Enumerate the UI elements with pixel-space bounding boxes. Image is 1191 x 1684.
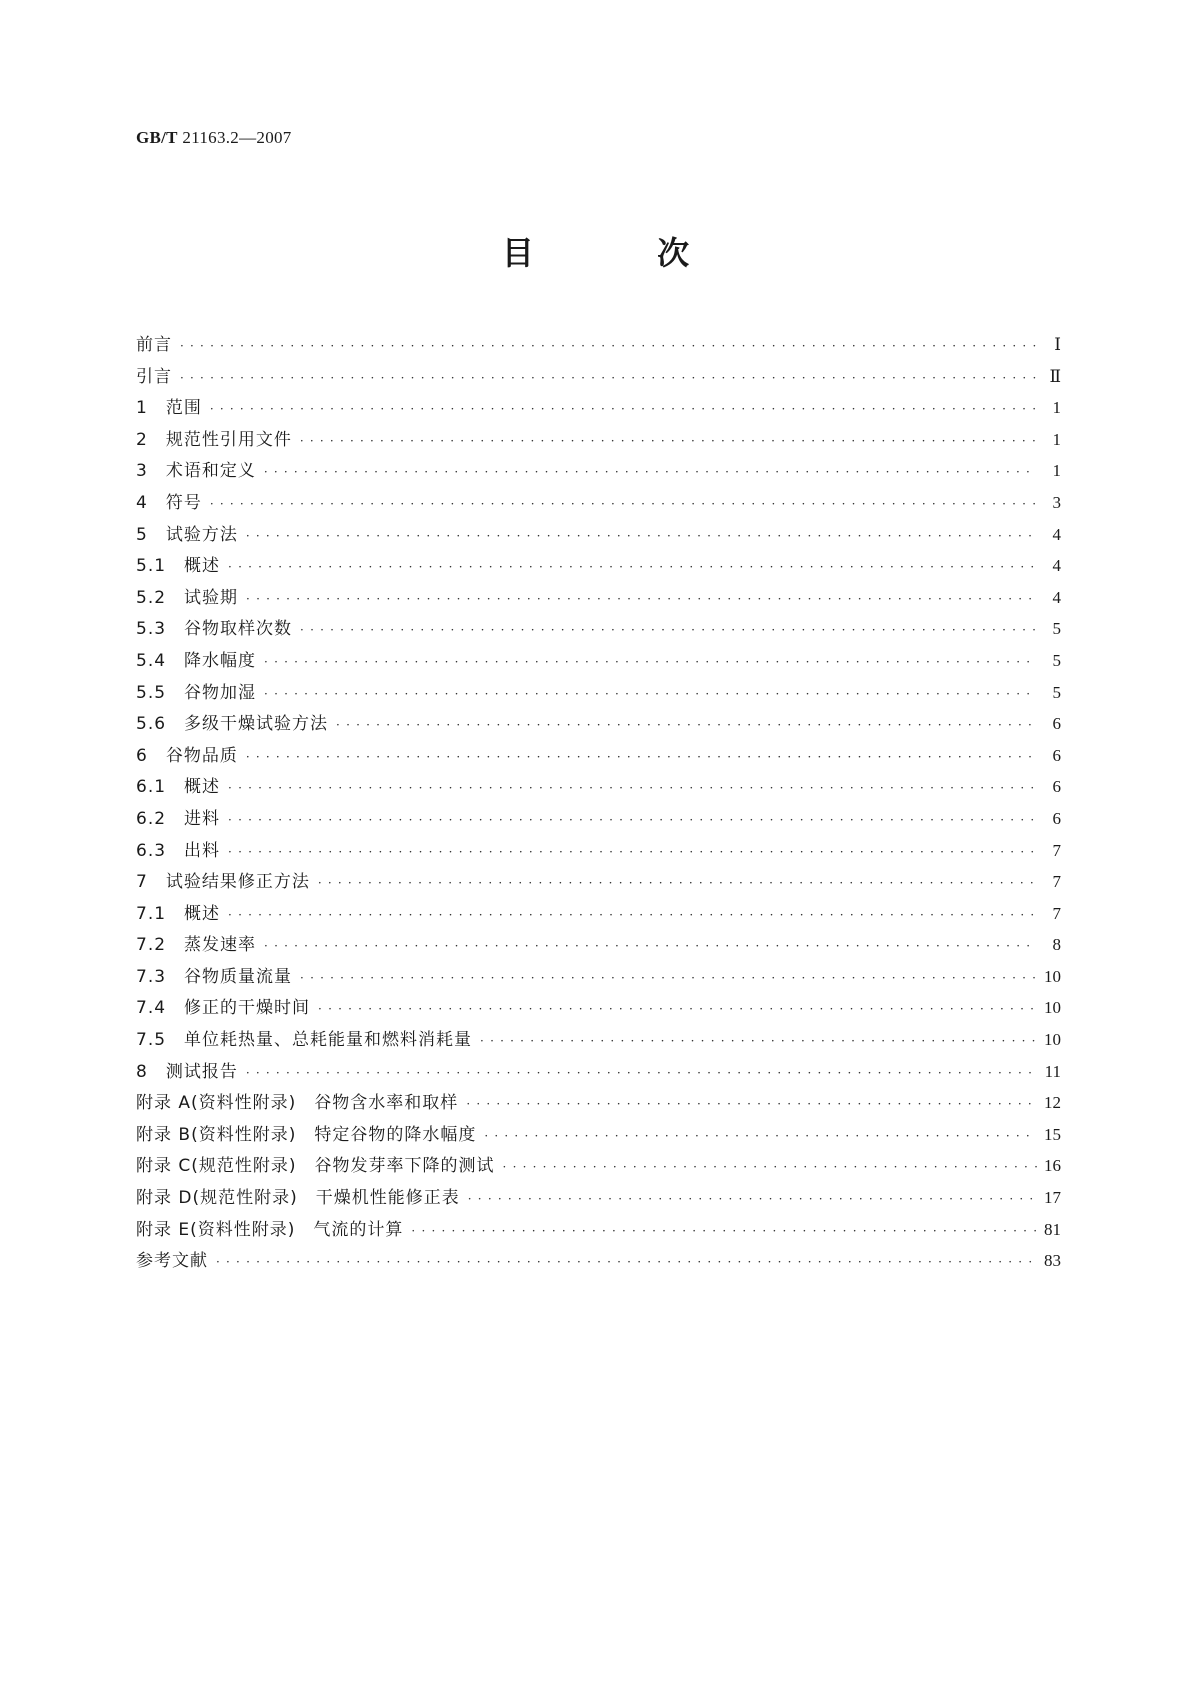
toc-entry[interactable] (136, 583, 1061, 615)
toc-entry[interactable] (136, 930, 1061, 962)
toc-entry-label: 5.6 多级干燥试验方法 (136, 714, 329, 735)
toc-leader-dots (480, 1034, 1037, 1048)
toc-entry-label: 3 术语和定义 (136, 461, 256, 482)
toc-entry-label: 6.2 进料 (136, 808, 221, 829)
toc-entry-label: 7.4 修正的干燥时间 (136, 998, 311, 1019)
toc-entry-page: 6 (1052, 714, 1061, 734)
toc-entry-label: 5.4 降水幅度 (136, 650, 257, 671)
toc-entry-page: 10 (1044, 1030, 1061, 1050)
toc-entry-label: 参考文献 (136, 1251, 208, 1272)
toc-entry-page: 4 (1052, 556, 1061, 576)
toc-entry-label: 5 试验方法 (136, 524, 238, 545)
toc-leader-dots (228, 560, 1037, 574)
toc-entry-page: 4 (1052, 587, 1061, 607)
toc-entry-label: 5.5 谷物加湿 (136, 682, 257, 703)
toc-leader-dots (228, 813, 1037, 827)
toc-leader-dots (210, 497, 1037, 511)
toc-entry[interactable] (136, 772, 1061, 804)
toc-entry[interactable] (136, 1057, 1061, 1089)
toc-entry-label: 6 谷物品质 (136, 745, 238, 766)
toc-leader-dots (264, 465, 1037, 479)
toc-entry[interactable] (136, 804, 1061, 836)
toc-entry[interactable] (136, 646, 1061, 678)
toc-entry-page: 1 (1052, 429, 1061, 449)
toc-entry-page: Ⅱ (1049, 366, 1061, 386)
toc-leader-dots (264, 939, 1037, 953)
toc-entry-label: 2 规范性引用文件 (136, 429, 292, 450)
toc-entry-label: 6.1 概述 (136, 777, 221, 798)
toc-entry-label: 7.3 谷物质量流量 (136, 966, 293, 987)
toc-entry-page: 1 (1052, 398, 1061, 418)
toc-entry-label: 附录 A(资料性附录) 谷物含水率和取样 (136, 1093, 459, 1114)
toc-entry[interactable] (136, 614, 1061, 646)
toc-entry-page: 81 (1044, 1219, 1061, 1239)
toc-entry-label: 4 符号 (136, 492, 202, 513)
toc-leader-dots (180, 339, 1037, 353)
toc-entry-page: 6 (1052, 808, 1061, 828)
toc-entry-label: 1 范围 (136, 398, 202, 419)
toc-entry[interactable] (136, 393, 1061, 425)
toc-entry-page: 1 (1052, 461, 1061, 481)
toc-entry[interactable] (136, 741, 1061, 773)
toc-entry-label: 5.2 试验期 (136, 587, 239, 608)
toc-entry-page: 4 (1052, 524, 1061, 544)
toc-entry[interactable] (136, 1183, 1061, 1215)
toc-leader-dots (210, 402, 1037, 416)
toc-entry[interactable] (136, 899, 1061, 931)
toc-entry-page: 5 (1052, 650, 1061, 670)
toc-entry-page: 11 (1044, 1061, 1061, 1081)
toc-entry-page: 12 (1044, 1093, 1061, 1113)
toc-entry[interactable] (136, 1120, 1061, 1152)
toc-entry[interactable] (136, 1088, 1061, 1120)
toc-entry-label: 附录 E(资料性附录) 气流的计算 (136, 1219, 404, 1240)
toc-entry[interactable] (136, 488, 1061, 520)
toc-entry-label: 引言 (136, 366, 172, 387)
toc-leader-dots (300, 623, 1037, 637)
toc-leader-dots (300, 971, 1037, 985)
page-title: 目 次 (501, 234, 746, 272)
toc-leader-dots (246, 592, 1037, 606)
toc-entry-page: 7 (1052, 840, 1061, 860)
toc-entry-page: 10 (1044, 966, 1061, 986)
toc-entry-page: 7 (1052, 872, 1061, 892)
toc-entry[interactable] (136, 867, 1061, 899)
toc-leader-dots (336, 718, 1037, 732)
toc-entry-label: 7.1 概述 (136, 903, 221, 924)
toc-entry[interactable] (136, 551, 1061, 583)
toc-entry-page: 5 (1052, 682, 1061, 702)
toc-entry-label: 7.5 单位耗热量、总耗能量和燃料消耗量 (136, 1030, 473, 1051)
toc-leader-dots (264, 655, 1037, 669)
standard-code-prefix: GB/T (136, 128, 178, 147)
toc-entry-label: 6.3 出料 (136, 840, 221, 861)
toc-entry-page: 6 (1052, 745, 1061, 765)
toc-entry[interactable] (136, 836, 1061, 868)
toc-entry[interactable] (136, 1025, 1061, 1057)
toc-leader-dots (300, 434, 1037, 448)
toc-entry-page: 16 (1044, 1156, 1061, 1176)
toc-entry[interactable] (136, 1215, 1061, 1247)
toc-leader-dots (468, 1192, 1037, 1206)
toc-leader-dots (246, 1066, 1037, 1080)
toc-entry[interactable] (136, 330, 1061, 362)
toc-entry[interactable] (136, 962, 1061, 994)
toc-leader-dots (180, 371, 1037, 385)
toc-leader-dots (228, 845, 1037, 859)
toc-leader-dots (466, 1097, 1037, 1111)
toc-leader-dots (216, 1255, 1037, 1269)
toc-leader-dots (318, 876, 1037, 890)
toc-leader-dots (318, 1002, 1037, 1016)
table-of-contents (136, 330, 1061, 1278)
toc-entry-page: 17 (1044, 1188, 1061, 1208)
toc-entry-page: 8 (1052, 935, 1061, 955)
toc-entry-label: 8 测试报告 (136, 1061, 238, 1082)
toc-entry[interactable] (136, 993, 1061, 1025)
toc-entry-page: 83 (1044, 1251, 1061, 1271)
toc-entry-label: 5.1 概述 (136, 556, 221, 577)
toc-entry-label: 7.2 蒸发速率 (136, 935, 257, 956)
toc-entry-label: 附录 C(规范性附录) 谷物发芽率下降的测试 (136, 1156, 495, 1177)
toc-entry-label: 前言 (136, 335, 172, 355)
toc-entry[interactable] (136, 362, 1061, 394)
toc-leader-dots (484, 1129, 1037, 1143)
toc-leader-dots (503, 1160, 1037, 1174)
toc-entry-page: 15 (1044, 1124, 1061, 1144)
toc-leader-dots (264, 687, 1037, 701)
toc-entry[interactable] (136, 520, 1061, 552)
toc-entry-label: 附录 D(规范性附录) 干燥机性能修正表 (136, 1188, 460, 1209)
toc-leader-dots (246, 529, 1037, 543)
standard-code-number: 21163.2—2007 (182, 128, 292, 147)
standard-code (136, 128, 292, 148)
toc-entry[interactable] (136, 678, 1061, 710)
toc-entry-page: 10 (1044, 998, 1061, 1018)
toc-entry[interactable] (136, 1151, 1061, 1183)
toc-entry[interactable] (136, 456, 1061, 488)
toc-leader-dots (228, 781, 1037, 795)
toc-entry-page: 5 (1052, 619, 1061, 639)
toc-entry[interactable] (136, 709, 1061, 741)
toc-leader-dots (228, 908, 1037, 922)
toc-entry[interactable] (136, 425, 1061, 457)
toc-leader-dots (246, 750, 1037, 764)
toc-entry-page: 3 (1052, 492, 1061, 512)
toc-entry-label: 7 试验结果修正方法 (136, 872, 310, 893)
toc-entry-page: 7 (1052, 903, 1061, 923)
toc-leader-dots (411, 1224, 1037, 1238)
toc-entry[interactable] (136, 1246, 1061, 1278)
toc-entry-page: Ⅰ (1054, 335, 1061, 354)
toc-entry-page: 6 (1052, 777, 1061, 797)
toc-entry-label: 5.3 谷物取样次数 (136, 619, 293, 640)
toc-entry-label: 附录 B(资料性附录) 特定谷物的降水幅度 (136, 1124, 477, 1145)
